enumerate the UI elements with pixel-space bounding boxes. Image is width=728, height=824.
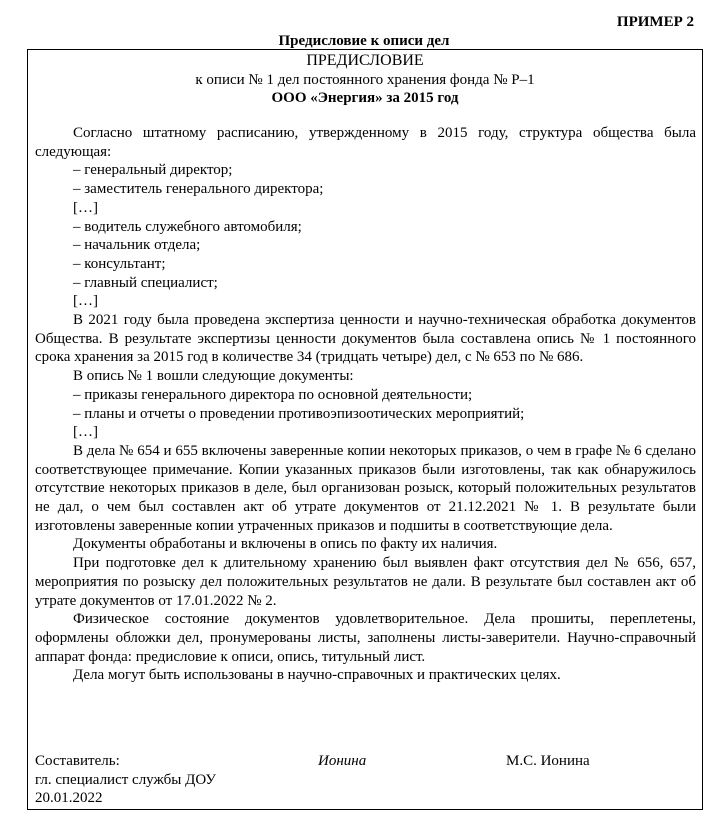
signature-label: Составитель:	[35, 753, 120, 769]
paragraph-staff-structure: Согласно штатному расписанию, утвержденному в 2015 году, структура общества была следующая:	[35, 125, 696, 160]
preface-body	[35, 124, 696, 685]
signer-name: М.С. Ионина	[506, 753, 590, 769]
paragraph-usage: Дела могут быть использованы в научно-справочных и практических целях.	[73, 667, 561, 684]
list-item: – консультант;	[73, 255, 166, 272]
document-heading: Предисловие к описи дел	[278, 33, 450, 49]
list-item: […]	[73, 424, 98, 441]
paragraph-physical-state: Физическое состояние документов удовлетворительное. Дела прошиты, переплетены, оформлены обложки дел, пронумерованы листы, заполнены листы-заверители. Научно-справочный аппарат фонда: предисловие к описи, опись, титульный лист.	[35, 611, 696, 665]
paragraph-expertise: В 2021 году была проведена экспертиза ценности и научно-техническая обработка документов Общества. В результате экспертизы ценности документов была составлена опись № 1 постоянного срока хранения за 2015 год в количестве 34 (тридцать четыре) дел, с № 653 по № 686.	[35, 312, 696, 366]
list-item: – главный специалист;	[73, 274, 218, 291]
handwritten-signature: Ионина	[318, 753, 367, 769]
paragraph-copies: В дела № 654 и 655 включены заверенные копии некоторых приказов, о чем в графе № 6 сделано соответствующее примечание. Копии указанных приказов были изготовлены, так как обнаружилось отсутствие некоторых приказов в деле, был организован розыск, который положительных результатов не дал, о чем был составлен акт об утрате документов от 21.12.2021 № 1. В результате были изготовлены заверенные копии утраченных приказов и подшиты в соответствующие дела.	[35, 442, 696, 534]
paragraph-processed: Документы обработаны и включены в опись по факту их наличия.	[73, 536, 498, 553]
preface-subtitle: к описи № 1 дел постоянного хранения фонда № Р–1	[195, 72, 535, 88]
example-label: ПРИМЕР 2	[616, 14, 694, 30]
signature-block	[35, 752, 216, 808]
list-item: – генеральный директор;	[73, 162, 233, 179]
preface-title: ПРЕДИСЛОВИЕ	[306, 52, 424, 69]
paragraph-missing-files: При подготовке дел к длительному хранению был выявлен факт отсутствия дел № 656, 657, мероприятия по розыску дел положительных результатов не дали. В результате был составлен акт об утрате документов от 17.01.2022 № 2.	[35, 555, 696, 609]
list-item: […]	[73, 293, 98, 310]
signature-date: 20.01.2022	[35, 790, 103, 807]
list-item: – приказы генерального директора по основной деятельности;	[73, 386, 473, 403]
list-item: – водитель служебного автомобиля;	[73, 218, 302, 235]
list-item: – начальник отдела;	[73, 237, 201, 254]
signer-position: гл. специалист службы ДОУ	[35, 771, 216, 788]
paragraph-inventory-contents: В опись № 1 вошли следующие документы:	[73, 368, 354, 385]
list-item: – заместитель генерального директора;	[73, 181, 324, 198]
organization-name: ООО «Энергия» за 2015 год	[271, 90, 459, 106]
list-item: […]	[73, 199, 98, 216]
list-item: – планы и отчеты о проведении противоэпизоотических мероприятий;	[73, 405, 525, 422]
